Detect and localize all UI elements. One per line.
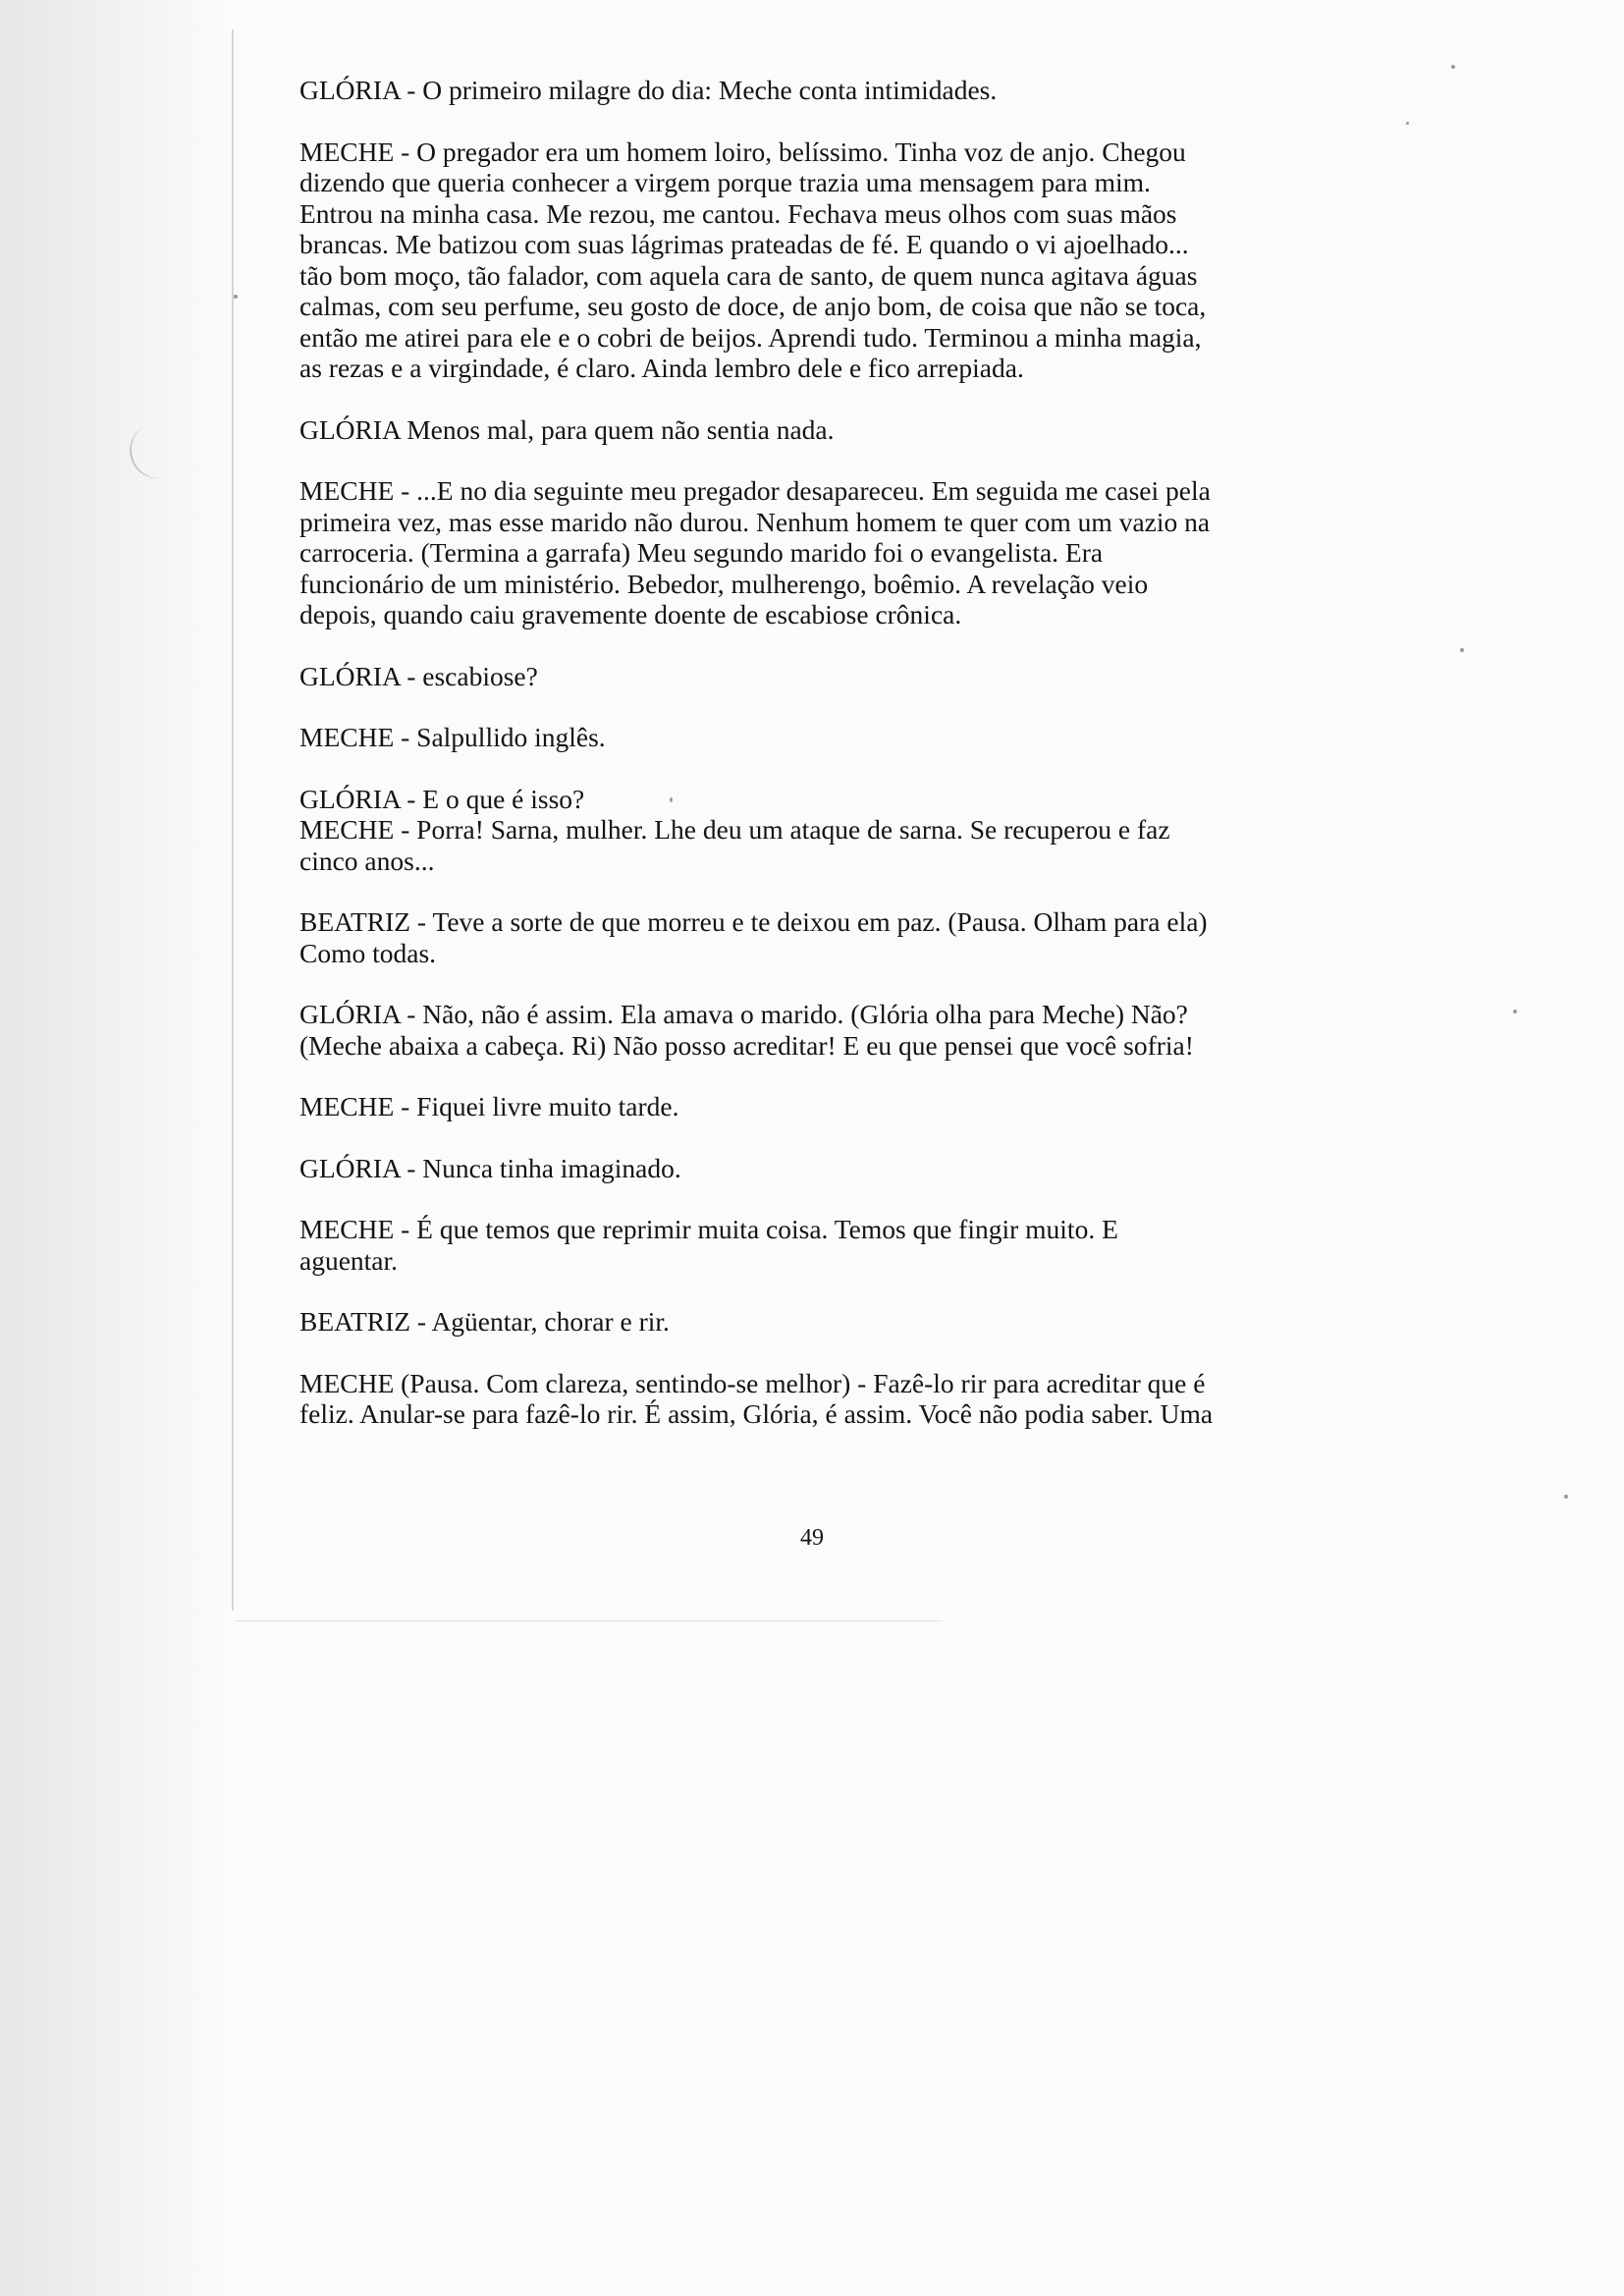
script-paragraph: GLÓRIA - escabiose?: [299, 660, 538, 691]
script-paragraph: BEATRIZ - Teve a sorte de que morreu e te deixou em paz. (Pausa. Olham para ela) Como todas.: [299, 906, 1208, 968]
script-paragraph: MECHE - O pregador era um homem loiro, belíssimo. Tinha voz de anjo. Chegou dizendo que queria conhecer a virgem porque trazia uma mensagem para mim. Entrou na minha casa. Me rezou, me cantou. Fechava meus olhos com suas mãos brancas. Me batizou com suas lágrimas prateadas de fé. E quando o vi ajoelhado... tão bom moço, tão falador, com aquela cara de santo, de quem nunca agitava águas calmas, com seu perfume, seu gosto de doce, de anjo bom, de coisa que não se toca, então me atirei para ele e o cobri de beijos. Aprendi tudo. Terminou a minha magia, as rezas e a virgindade, é claro. Ainda lembro dele e fico arrepiada.: [299, 136, 1207, 383]
scan-speck: [1564, 1495, 1568, 1499]
scan-edge-shadow: [0, 0, 226, 2296]
script-paragraph: GLÓRIA - O primeiro milagre do dia: Meche conta intimidades.: [299, 75, 998, 105]
script-paragraph: GLÓRIA - Nunca tinha imaginado.: [299, 1152, 681, 1183]
script-paragraph: MECHE - Salpullido inglês.: [299, 722, 606, 752]
scan-speck: [1460, 648, 1464, 652]
page-fold-line: [232, 29, 234, 1611]
script-paragraph: MECHE - Fiquei livre muito tarde.: [299, 1091, 679, 1121]
script-paragraph: MECHE - ...E no dia seguinte meu pregador desapareceu. Em seguida me casei pela primeira vez, mas esse marido não durou. Nenhum homem te quer com um vazio na carroceria. (Termina a garrafa) Meu segundo marido foi o evangelista. Era funcionário de um ministério. Bebedor, mulherengo, boêmio. A revelação veio depois, quando caiu gravemente doente de escabiose crônica.: [299, 475, 1211, 629]
script-paragraph: MECHE (Pausa. Com clareza, sentindo-se melhor) - Fazê-lo rir para acreditar que é feliz. Anular-se para fazê-lo rir. É assim, Glória, é assim. Você não podia saber. Uma: [299, 1367, 1214, 1429]
scan-speck: [1513, 1010, 1517, 1013]
script-paragraph: GLÓRIA - E o que é isso?: [299, 783, 585, 814]
script-paragraph: GLÓRIA Menos mal, para quem não sentia nada.: [299, 413, 835, 445]
script-paragraph: GLÓRIA - Não, não é assim. Ela amava o marido. (Glória olha para Meche) Não? (Meche abaixa a cabeça. Ri) Não posso acreditar! E eu que pensei que você sofria!: [299, 999, 1194, 1061]
scan-speck: [234, 295, 238, 299]
script-paragraph: BEATRIZ - Agüentar, chorar e rir.: [299, 1306, 670, 1337]
script-paragraph: MECHE - É que temos que reprimir muita coisa. Temos que fingir muito. E aguentar.: [299, 1214, 1118, 1276]
script-paragraph: MECHE - Porra! Sarna, mulher. Lhe deu um ataque de sarna. Se recuperou e faz cinco anos...: [299, 814, 1170, 876]
scan-speck: [1451, 65, 1455, 69]
page-bottom-edge-line: [236, 1620, 943, 1621]
scan-speck: [1406, 122, 1409, 125]
page-number: 49: [800, 1525, 824, 1551]
script-text: [299, 75, 1228, 1430]
